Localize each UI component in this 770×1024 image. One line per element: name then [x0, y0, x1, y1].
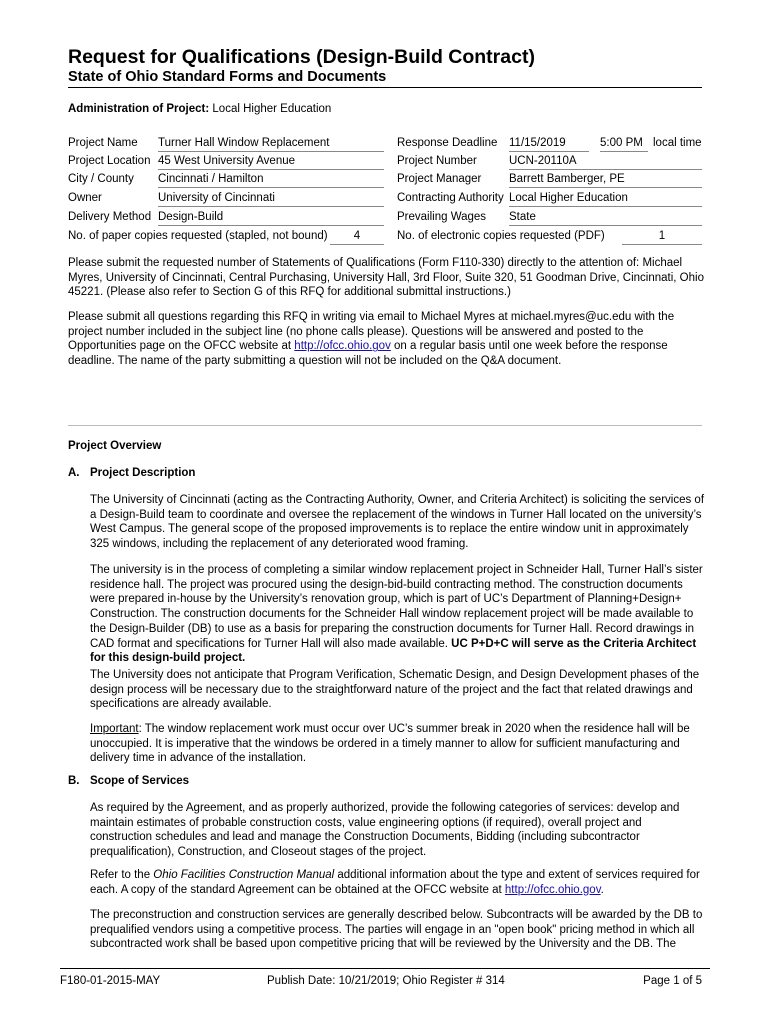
section-a-letter: A. [68, 467, 80, 479]
criteria-architect-statement: UC P+D+C will serve as the Criteria Architect for this design-build project. [90, 637, 697, 665]
electronic-copies-label: No. of electronic copies requested (PDF) [397, 230, 605, 242]
section-a-heading: Project Description [90, 467, 196, 479]
questions-text-a: Please submit all questions regarding this RFQ in writing via email to Michael Myres at michael.myres@uc.edu with the project number included in the subject line (no phone calls please). Questions will be answered and posted to the Opportunities page on the OFCC website at [68, 311, 675, 353]
prevailing-wages-label: Prevailing Wages [397, 211, 487, 223]
prevailing-wages-value: State [509, 210, 702, 226]
title-rule [68, 87, 702, 88]
project-manager-value: Barrett Bamberger, PE [509, 172, 702, 188]
project-name-label: Project Name [68, 137, 138, 149]
project-location-label: Project Location [68, 155, 151, 167]
important-text: : The window replacement work must occur over UC’s summer break in 2020 when the residence hall will be unoccupied. It is imperative that the windows be ordered in a timely manner to allow for sufficient manufacturing and delivery time in advance of the installation. [90, 723, 690, 765]
delivery-method-value: Design-Build [158, 210, 384, 226]
electronic-copies-value: 1 [622, 229, 702, 245]
administration-value: Local Higher Education [212, 103, 332, 115]
document-title: Request for Qualifications (Design-Build Contract) [68, 46, 535, 68]
scope-paragraph-1: As required by the Agreement, and as properly authorized, provide the following categories of services: develop and maintain estimates of probable construction costs, value engineering options (if required), overall project and construction schedules and lead and manage the Construction Documents, Bidding (including subcontractor prequalification), Construction, and Closeout stages of the project. [90, 802, 680, 859]
project-overview-heading: Project Overview [68, 440, 162, 452]
section-divider [68, 425, 702, 426]
ofcc-link-2[interactable]: http://ofcc.ohio.gov [504, 883, 601, 896]
description-paragraph-2-text: The university is in the process of completing a similar window replacement project in Schneider Hall, Turner Hall’s sister residence hall. The project was procured using the design-bid-build contracting method. The construction documents were prepared in-house by the University’s renovation group, which is part of UC’s Department of Planning+Design+ Construction. The construction documents for the Schneider Hall window replacement project will be made available to the Design-Builder (DB) to use as a basis for preparing the construction documents for Turner Hall. Record drawings in CAD format and specifications for Turner Hall will also made available. [90, 564, 703, 650]
footer-publish-date: Publish Date: 10/21/2019; Ohio Register # 314 [267, 975, 505, 987]
response-deadline-label: Response Deadline [397, 137, 498, 149]
administration-line [68, 103, 331, 115]
project-location-value: 45 West University Avenue [158, 154, 384, 170]
document-subtitle: State of Ohio Standard Forms and Documents [68, 69, 387, 85]
response-deadline-date: 11/15/2019 [509, 136, 589, 152]
important-label: Important [90, 723, 139, 735]
description-paragraph-3: The University does not anticipate that Program Verification, Schematic Design, and Design Development phases of the design process will be necessary due to the straightforward nature of the project and the fact that related drawings and specifications are already available. [90, 669, 700, 711]
project-manager-label: Project Manager [397, 173, 482, 185]
scope-paragraph-2-text-b: additional information about the type and extent of services required for each. A copy of the standard Agreement can be obtained at the OFCC website at [90, 869, 700, 896]
ofcm-title: Ohio Facilities Construction Manual [153, 869, 335, 881]
city-county-label: City / County [68, 173, 134, 185]
owner-label: Owner [68, 192, 102, 204]
questions-paragraph [68, 310, 708, 369]
project-number-value: UCN-20110A [509, 154, 702, 170]
paper-copies-label: No. of paper copies requested (stapled, not bound) [68, 230, 328, 242]
delivery-method-label: Delivery Method [68, 211, 152, 223]
section-b-heading: Scope of Services [90, 775, 190, 787]
response-deadline-time: 5:00 PM [600, 136, 648, 152]
owner-value: University of Cincinnati [158, 191, 384, 207]
section-b-letter: B. [68, 775, 80, 787]
footer-rule [60, 968, 710, 969]
contracting-authority-label: Contracting Authority [397, 192, 504, 204]
submittal-paragraph: Please submit the requested number of Statements of Qualifications (Form F110-330) directly to the attention of: Michael Myres, University of Cincinnati, Central Purchasing, University Hall, 3rd Floor, Suite 320, 51 Goodman Drive, Cincinnati, Ohio 45221. (Please also refer to Section G of this RFQ for additional submittal instructions.) [68, 257, 704, 299]
scope-paragraph-2-text-c: . [600, 883, 604, 896]
scope-paragraph-2-text-a: Refer to the [90, 869, 154, 881]
questions-text-b: on a regular basis until one week before the response deadline. The name of the party submitting a question will not be included on the Q&A document. [68, 340, 668, 368]
paper-copies-value: 4 [330, 229, 384, 245]
footer-page-number: Page 1 of 5 [643, 975, 702, 987]
project-name-value: Turner Hall Window Replacement [158, 136, 384, 152]
project-number-label: Project Number [397, 155, 477, 167]
ofcc-link[interactable]: http://ofcc.ohio.gov [294, 340, 391, 353]
footer-form-number: F180-01-2015-MAY [60, 975, 161, 987]
contracting-authority-value: Local Higher Education [509, 191, 702, 207]
response-deadline-suffix: local time [653, 137, 702, 149]
scope-paragraph-2 [90, 868, 706, 897]
city-county-value: Cincinnati / Hamilton [158, 172, 384, 188]
description-paragraph-2 [90, 563, 706, 666]
important-paragraph [90, 722, 706, 766]
administration-label: Administration of Project: [68, 103, 210, 115]
description-paragraph-1: The University of Cincinnati (acting as the Contracting Authority, Owner, and Criteria Architect) is soliciting the services of a Design-Build team to coordinate and oversee the replacement of the windows in Turner Hall located on the university’s West Campus. The general scope of the proposed improvements is to replace the entire window unit in approximately 325 windows, including the replacement of any deteriorated wood framing. [90, 494, 705, 551]
scope-paragraph-3: The preconstruction and construction services are generally described below. Subcontracts will be awarded by the DB to prequalified vendors using a competitive process. The parties will engage in an "open book" pricing method in which all subcontracted work shall be based upon competitive pricing that will be reviewed by the University and the DB. The [90, 909, 703, 951]
